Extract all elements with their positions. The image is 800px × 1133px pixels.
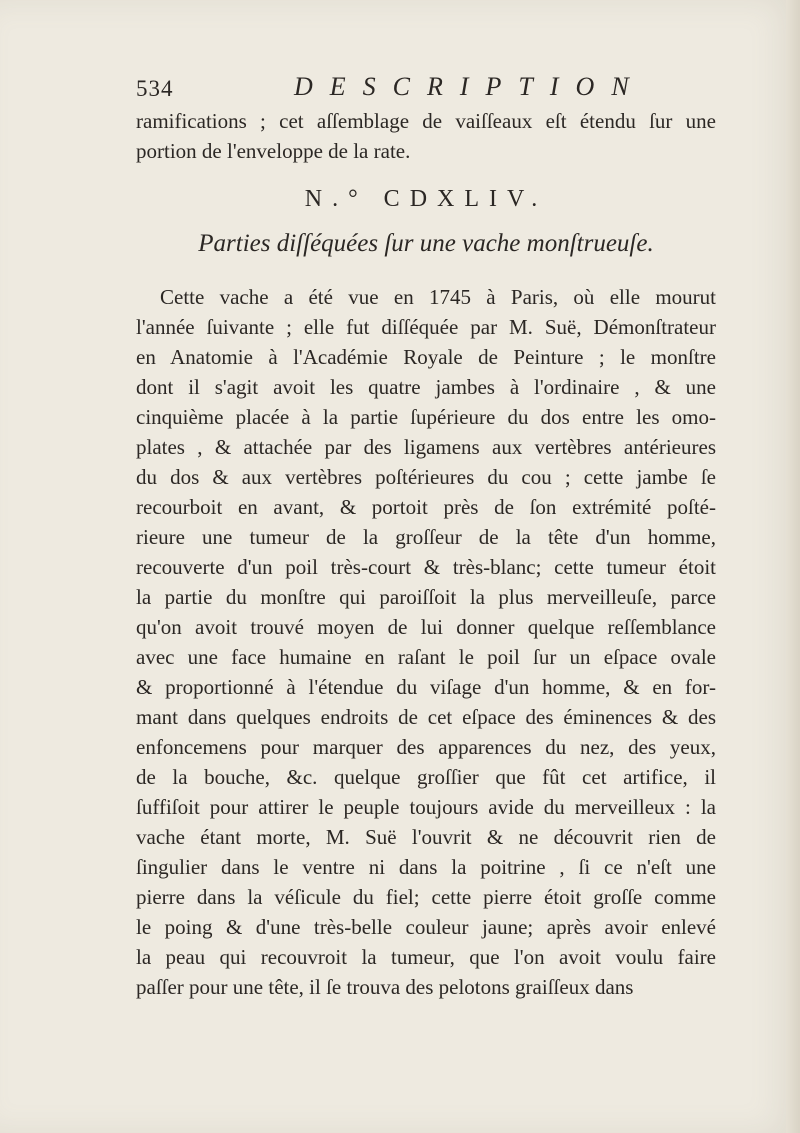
entry-number: N.° CDXLIV. bbox=[304, 186, 548, 212]
text-line: avec une face humaine en raſant le poil ſur un eſpace ovale bbox=[136, 645, 716, 669]
text-line: rieure une tumeur de la groſſeur de la tête d'un homme, bbox=[136, 525, 716, 549]
text-line: ramifications ; cet aſſemblage de vaiſſeaux eſt étendu ſur une bbox=[136, 109, 716, 133]
text-line: enfoncemens pour marquer des apparences du nez, des yeux, bbox=[136, 735, 716, 759]
text-line: qu'on avoit trouvé moyen de lui donner quelque reſſemblance bbox=[136, 615, 716, 639]
text-line: la partie du monſtre qui paroiſſoit la plus merveilleuſe, parce bbox=[136, 585, 716, 609]
text-line: ſingulier dans le ventre ni dans la poitrine , ſi ce n'eſt une bbox=[136, 855, 716, 879]
text-line: paſſer pour une tête, il ſe trouva des pelotons graiſſeux dans bbox=[136, 975, 634, 999]
text-line: le poing & d'une très-belle couleur jaune; après avoir enlevé bbox=[136, 915, 716, 939]
text-line: dont il s'agit avoit les quatre jambes à l'ordinaire , & une bbox=[136, 375, 716, 399]
page-header bbox=[136, 72, 716, 106]
text-line: pierre dans la véſicule du fiel; cette pierre étoit groſſe comme bbox=[136, 885, 716, 909]
text-line: la peau qui recouvroit la tumeur, que l'on avoit voulu faire bbox=[136, 945, 716, 969]
text-line: l'année ſuivante ; elle fut diſſéquée par M. Suë, Démonſtrateur bbox=[136, 315, 716, 339]
text-line: en Anatomie à l'Académie Royale de Peinture ; le monſtre bbox=[136, 345, 716, 369]
text-line: plates , & attachée par des ligamens aux vertèbres antérieures bbox=[136, 435, 716, 459]
text-line: de la bouche, &c. quelque groſſier que fût cet artifice, il bbox=[136, 765, 716, 789]
page-number: 534 bbox=[136, 76, 174, 101]
text-line: mant dans quelques endroits de cet eſpace des éminences & des bbox=[136, 705, 716, 729]
text-line: portion de l'enveloppe de la rate. bbox=[136, 139, 411, 163]
entry-title: Parties diſſéquées ſur une vache monſtrueuſe. bbox=[198, 230, 654, 257]
text-line: cinquième placée à la partie ſupérieure du dos entre les omo- bbox=[136, 405, 716, 429]
text-line: recourboit en avant, & portoit près de ſon extrémité poſté- bbox=[136, 495, 716, 519]
text-line: vache étant morte, M. Suë l'ouvrit & ne découvrit rien de bbox=[136, 825, 716, 849]
text-line: & proportionné à l'étendue du viſage d'un homme, & en for- bbox=[136, 675, 716, 699]
main-paragraph bbox=[136, 282, 716, 1002]
text-line: ſuffiſoit pour attirer le peuple toujours avide du merveilleux : la bbox=[136, 795, 716, 819]
text-line: du dos & aux vertèbres poſtérieures du cou ; cette jambe ſe bbox=[136, 465, 716, 489]
text-line: Cette vache a été vue en 1745 à Paris, où elle mourut bbox=[160, 285, 716, 309]
page-edge bbox=[786, 0, 800, 1133]
text-block bbox=[136, 72, 716, 1002]
running-title: DESCRIPTION bbox=[294, 72, 646, 101]
intro-paragraph bbox=[136, 106, 716, 166]
text-line: recouverte d'un poil très-court & très-blanc; cette tumeur étoit bbox=[136, 555, 716, 579]
